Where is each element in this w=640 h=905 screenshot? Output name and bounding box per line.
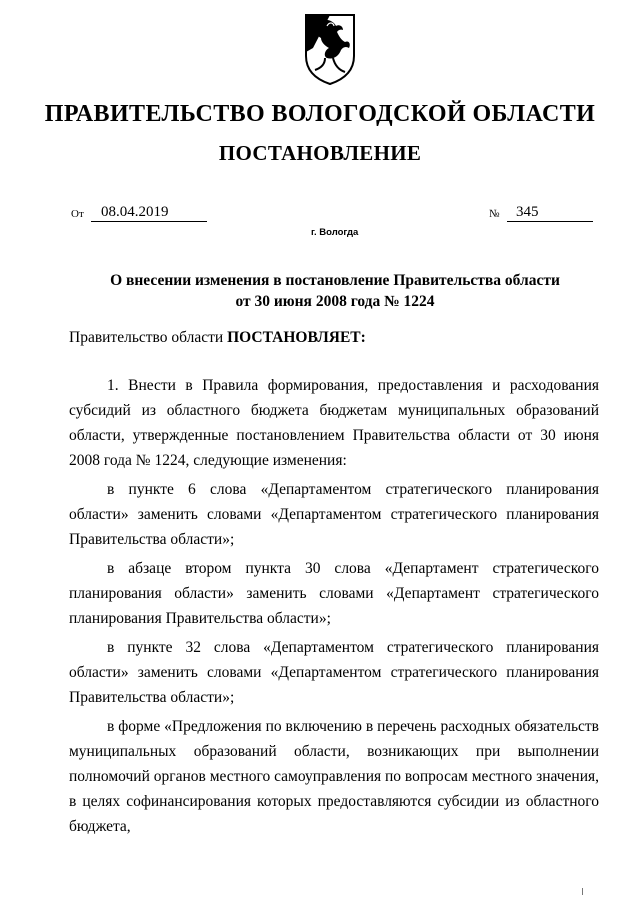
vologda-coat-of-arms-icon bbox=[303, 12, 357, 86]
preamble-resolves: ПОСТАНОВЛЯЕТ: bbox=[227, 329, 366, 346]
number-prefix: № bbox=[489, 208, 500, 220]
organization-title: ПРАВИТЕЛЬСТВО ВОЛОГОДСКОЙ ОБЛАСТИ bbox=[44, 101, 596, 127]
document-subject bbox=[100, 270, 570, 312]
body-paragraph: в форме «Предложения по включению в перечень расходных обязательств муниципальных образований области, возникающих при выполнении полномочий органов местного самоуправления по вопросам местного значения, в целях софинансирования которых предоставляются субсидии из областного бюджета, bbox=[69, 718, 600, 835]
scan-mark bbox=[582, 888, 583, 895]
subject-line-1: О внесении изменения в постановление Правительства области bbox=[110, 272, 560, 289]
preamble bbox=[69, 329, 366, 347]
city-label: г. Вологда bbox=[311, 227, 359, 238]
body-paragraph: 1. Внести в Правила формирования, предоставления и расходования субсидий из областного бюджета бюджетам муниципальных образований области, утвержденные постановлением Правительства области от 30 июня 2008 года № 1224, следующие изменения: bbox=[69, 377, 599, 469]
body-paragraph: в пункте 32 слова «Департаментом стратегического планирования области» заменить словами «Департаментом стратегического планирования Правительства области»; bbox=[69, 639, 599, 706]
date-prefix: От bbox=[71, 208, 84, 220]
date-number-row bbox=[0, 204, 640, 228]
document-number: 345 bbox=[507, 204, 593, 222]
body-paragraph: в абзаце втором пункта 30 слова «Департамент стратегического планирования области» заменить словами «Департамент стратегического планирования Правительства области»; bbox=[69, 560, 599, 627]
document-type: ПОСТАНОВЛЕНИЕ bbox=[218, 141, 422, 165]
preamble-text: Правительство области bbox=[69, 329, 228, 346]
subject-line-2: от 30 июня 2008 года № 1224 bbox=[235, 293, 435, 310]
document-date: 08.04.2019 bbox=[91, 204, 207, 222]
document-body bbox=[69, 373, 599, 843]
body-paragraph: в пункте 6 слова «Департаментом стратегического планирования области» заменить словами «Департаментом стратегического планирования Правительства области»; bbox=[69, 481, 599, 548]
